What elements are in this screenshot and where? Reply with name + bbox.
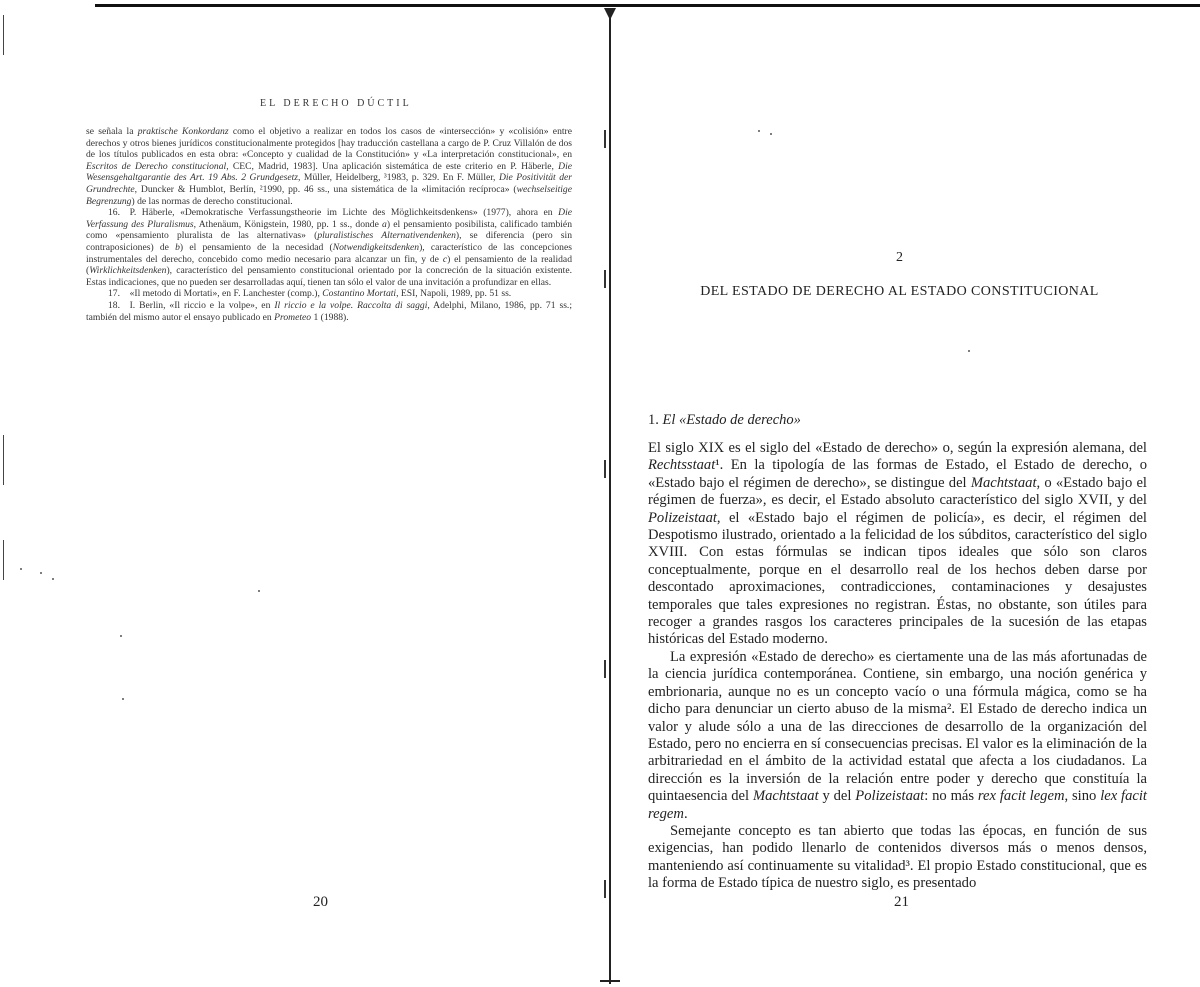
scan-speck xyxy=(258,590,260,592)
text-run: , Müller, Heidelberg, ³1983, p. 329. En F. Müller, xyxy=(298,172,499,184)
italic-run: lex facit regem xyxy=(648,788,1147,822)
text-run: ) de las normas de derecho constitucional. xyxy=(131,195,293,207)
page-number-left: 20 xyxy=(313,894,328,910)
italic-run: Rechtsstaat xyxy=(648,457,716,474)
text-run: , ESI, Napoli, 1989, pp. 51 ss. xyxy=(396,288,512,300)
text-run: ) el pensamiento de la realidad ( xyxy=(86,253,572,277)
text-run: 16. P. Häberle, «Demokratische Verfassungstheorie im Lichte des Möglichkeitsdenkens» (1977), ahora en xyxy=(108,207,559,219)
italic-run: Die Verfassung des Pluralismus xyxy=(86,207,572,230)
italic-run: Il riccio e la volpe. Raccolta di saggi xyxy=(274,299,428,311)
text-run: , sino xyxy=(1064,788,1101,805)
scan-speck xyxy=(120,635,122,637)
section-number: 1. xyxy=(648,412,663,428)
section-heading xyxy=(648,412,801,429)
text-run: ¹. En la tipología de las formas de Estado, el Estado de derecho, o «Estado bajo el régimen de derecho», se distingue del xyxy=(648,457,1147,491)
italic-run: Wirklichkeitsdenken xyxy=(89,265,167,277)
text-run: ) el pensamiento posibilista, calificado también como «pensamiento pluralista de las alternativas» ( xyxy=(86,218,572,242)
italic-run: pluralistisches Alternativendenken xyxy=(317,230,456,242)
italic-run: Prometeo xyxy=(274,311,312,323)
scan-speck xyxy=(52,578,54,580)
italic-run: Costantino Mortati xyxy=(322,288,397,300)
top-edge-right xyxy=(610,4,1200,7)
gutter-mark xyxy=(604,880,606,898)
chapter-number: 2 xyxy=(896,250,903,265)
text-run: se señala la xyxy=(86,126,138,137)
gutter-mark xyxy=(604,130,606,148)
text-run: y del xyxy=(818,788,856,805)
body-paragraph xyxy=(648,440,1147,649)
text-run: , Athenäum, Königstein, 1980, pp. 1 ss., donde xyxy=(193,218,383,230)
text-run: , CEC, Madrid, 1983]. Una aplicación sistemática de este criterio en P. Häberle, xyxy=(226,160,559,172)
chapter-title: DEL ESTADO DE DERECHO AL ESTADO CONSTITUCIONAL xyxy=(700,284,1099,299)
text-run: ), se diferencia (pero sin contraposiciones) de xyxy=(86,230,572,253)
text-run: 1 (1988). xyxy=(311,311,349,323)
text-run: ) el pensamiento de la necesidad ( xyxy=(179,241,333,253)
top-edge-left xyxy=(95,4,610,7)
italic-run: Die Positivität der Grundrechte xyxy=(86,172,572,195)
body-paragraph xyxy=(648,649,1147,823)
page-edge-mark xyxy=(3,435,4,485)
text-run: 18. I. Berlin, «Il riccio e la volpe», en xyxy=(108,299,275,311)
scan-speck xyxy=(968,350,970,352)
body-text xyxy=(648,440,1147,893)
footnote-paragraph xyxy=(86,207,572,288)
italic-run: Escritos de Derecho constitucional xyxy=(86,160,227,172)
italic-run: praktische Konkordanz xyxy=(137,126,229,137)
footnotes xyxy=(86,126,572,323)
italic-run: rex facit legem xyxy=(977,788,1065,805)
text-run: , el «Estado bajo el régimen de policía», es decir, el régimen del Despotismo ilustrado, orientado a la felicidad de los súbditos, característico del siglo XVIII. Con estas fórmulas se indican tipos ideales que sólo son claros conceptualmente, porque en el desarrollo real de los hechos deben darse por descontado aproximaciones, contradicciones, contaminaciones y desajustes temporales que tales expresiones no registran. Éstas, no obstante, son útiles para recoger a grandes rasgos los caracteres principales de la sucesión de las etapas históricas del Estado moderno. xyxy=(648,509,1147,648)
gutter-foot xyxy=(600,980,620,982)
text-run: El siglo XIX es el siglo del «Estado de derecho» o, según la expresión alemana, del xyxy=(648,440,1147,456)
italic-run: a xyxy=(382,218,387,230)
page-edge-mark xyxy=(3,540,4,580)
text-run: , o «Estado bajo el régimen de fuerza», es decir, el Estado absoluto característico del siglo XVII, y del xyxy=(648,474,1147,509)
italic-run: Machtstaat xyxy=(752,788,819,805)
italic-run: Machtstaat xyxy=(970,474,1037,491)
italic-run: wechselseitige Begrenzung xyxy=(86,183,572,207)
italic-run: Die Wesensgehaltgarantie des Art. 19 Abs. 2 Grundgesetz xyxy=(86,160,572,184)
page-number-right: 21 xyxy=(894,894,909,910)
scan-speck xyxy=(770,133,772,135)
italic-run: c xyxy=(442,253,448,265)
gutter-mark xyxy=(604,660,606,678)
scan-speck xyxy=(122,698,124,700)
text-run: 17. «Il metodo di Mortati», en F. Lanchester (comp.), xyxy=(108,288,323,300)
text-run: como el objetivo a realizar en todos los casos de «intersección» y «colisión» entre derechos y otros bienes jurídicos constitucionalmente protegidos [hay traducción castellana a cargo de P. Cruz Villalón de dos de los títulos publicados en esta obra: «Concepto y cualidad de la Constitución» y «La interpretación constitucional», en xyxy=(86,126,572,161)
text-run: Semejante concepto es tan abierto que todas las épocas, en función de sus exigencias, han podido llenarlo de contenidos diversos más o menos densos, manteniendo así continuamente su vitalidad³. El propio Estado constitucional, que es la forma de Estado típica de nuestro siglo, es presentado xyxy=(648,822,1147,892)
footnote-paragraph xyxy=(86,126,572,207)
text-run: ), característico de las concepciones instrumentales del derecho, concebido como medio necesario para alcanzar un fin, y de xyxy=(86,241,572,265)
page-edge-mark xyxy=(3,15,4,55)
text-run: ), característico del pensamiento constitucional orientado por la concreción de la situación existente. Estas indicaciones, que no pueden ser desarrolladas aquí, tienen tan sólo el valor de una invitación a profundizar en ellas. xyxy=(86,265,572,288)
scan-speck xyxy=(40,572,42,574)
text-run: La expresión «Estado de derecho» es ciertamente una de las más afortunadas de la ciencia jurídica contemporánea. Contiene, sin embargo, una noción genérica y embrionaria, aunque no es un concepto vacío o una fórmula mágica, como se ha dicho para denunciar un cierto abuso de la misma². El Estado de derecho indica un valor y alude sólo a una de las direcciones de desarrollo de la organización del Estado, pero no encierra en sí consecuencias precisas. El valor es la eliminación de la arbitrariedad en el ámbito de la actividad estatal que afecta a los ciudadanos. La dirección es la inversión de la relación entre poder y derecho que constituía la quintaesencia del xyxy=(648,648,1147,805)
footnote-paragraph xyxy=(86,288,572,300)
running-head: EL DERECHO DÚCTIL xyxy=(260,98,412,109)
body-paragraph xyxy=(648,823,1147,893)
section-title: El «Estado de derecho» xyxy=(662,412,801,428)
footnote-paragraph xyxy=(86,300,572,323)
text-run: . xyxy=(683,805,688,822)
text-run: , Adelphi, Milano, 1986, pp. 71 ss.; también del mismo autor el ensayo publicado en xyxy=(86,299,572,323)
gutter-notch xyxy=(604,8,616,20)
scan-speck xyxy=(758,130,760,132)
text-run: , Duncker & Humblot, Berlín, ²1990, pp. 46 ss., una sistemática de la «limitación recíproca» ( xyxy=(134,183,517,195)
italic-run: b xyxy=(175,241,180,253)
gutter-mark xyxy=(604,460,606,478)
italic-run: Notwendigkeitsdenken xyxy=(332,241,420,253)
italic-run: Polizeistaat xyxy=(855,788,925,805)
text-run: : no más xyxy=(924,788,978,805)
gutter-mark xyxy=(604,270,606,288)
italic-run: Polizeistaat xyxy=(648,509,717,526)
scan-speck xyxy=(20,568,22,570)
book-gutter xyxy=(609,8,611,984)
